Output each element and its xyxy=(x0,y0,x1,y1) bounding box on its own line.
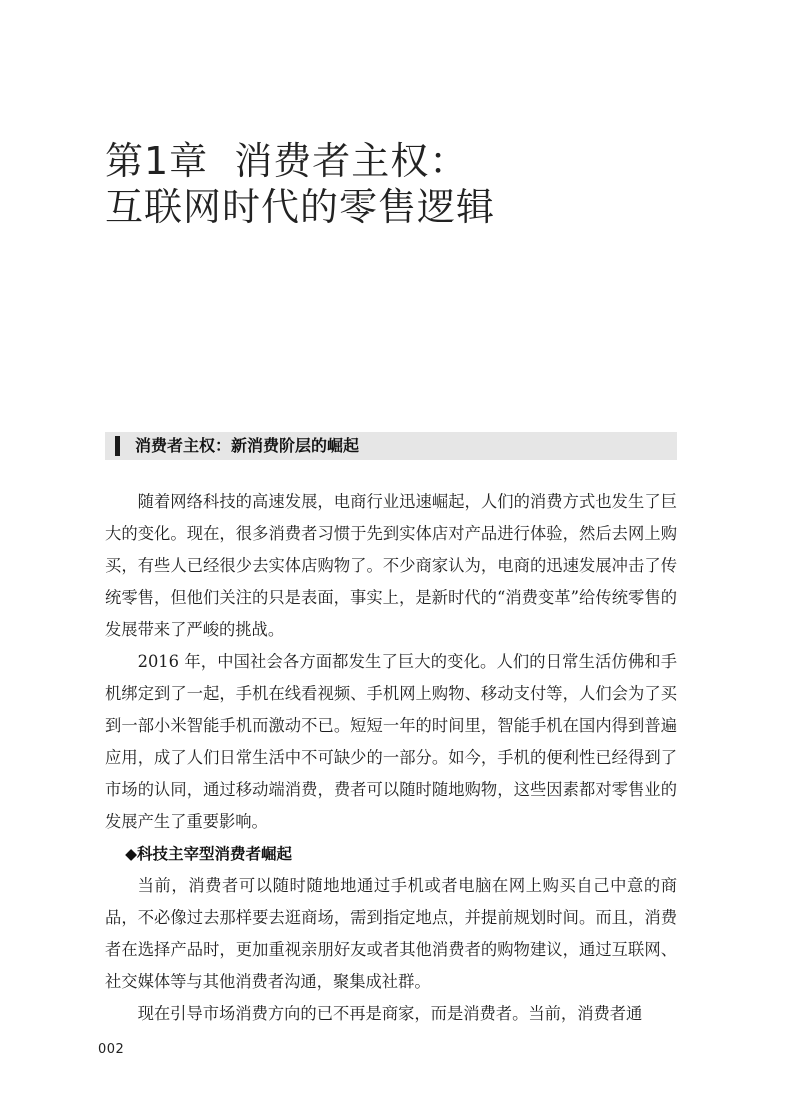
section-title: 消费者主权：新消费阶层的崛起 xyxy=(135,436,360,455)
chapter-title-line-1 xyxy=(105,138,495,184)
paragraph: 当前，消费者可以随时随地地通过手机或者电脑在网上购买自己中意的商品，不必像过去那样要去逛商场，需到指定地点，并提前规划时间。而且，消费者在选择产品时，更加重视亲朋好友或者其他消费者的购物建议，通过互联网、社交媒体等与其他消费者沟通，聚集成社群。 xyxy=(105,876,677,991)
page-number: 002 xyxy=(98,1042,125,1057)
paragraph: 现在引导市场消费方向的已不再是商家，而是消费者。当前，消费者通 xyxy=(137,1004,643,1023)
paragraph: 随着网络科技的高速发展，电商行业迅速崛起，人们的消费方式也发生了巨大的变化。现在，很多消费者习惯于先到实体店对产品进行体验，然后去网上购买，有些人已经很少去实体店购物了。不少商家认为，电商的迅速发展冲击了传统零售，但他们关注的只是表面，事实上，是新时代的“消费变革”给传统零售的发展带来了严峻的挑战。 xyxy=(105,492,677,639)
chapter-title xyxy=(105,138,495,230)
chapter-number: 第1章 xyxy=(105,139,209,183)
section-marker-icon xyxy=(115,436,120,456)
section-heading-bar xyxy=(105,432,677,460)
chapter-title-line-2: 互联网时代的零售逻辑 xyxy=(105,185,496,229)
subheading: ◆科技主宰型消费者崛起 xyxy=(125,845,293,863)
body-text xyxy=(105,486,677,1030)
paragraph: 2016 年，中国社会各方面都发生了巨大的变化。人们的日常生活仿佛和手机绑定到了一起，手机在线看视频、手机网上购物、移动支付等，人们会为了买到一部小米智能手机而激动不已。短短一年的时间里，智能手机在国内得到普遍应用，成了人们日常生活中不可缺少的一部分。如今，手机的便利性已经得到了市场的认同，通过移动端消费，费者可以随时随地购物，这些因素都对零售业的发展产生了重要影响。 xyxy=(105,652,677,831)
chapter-title-text: 消费者主权： xyxy=(234,139,469,183)
